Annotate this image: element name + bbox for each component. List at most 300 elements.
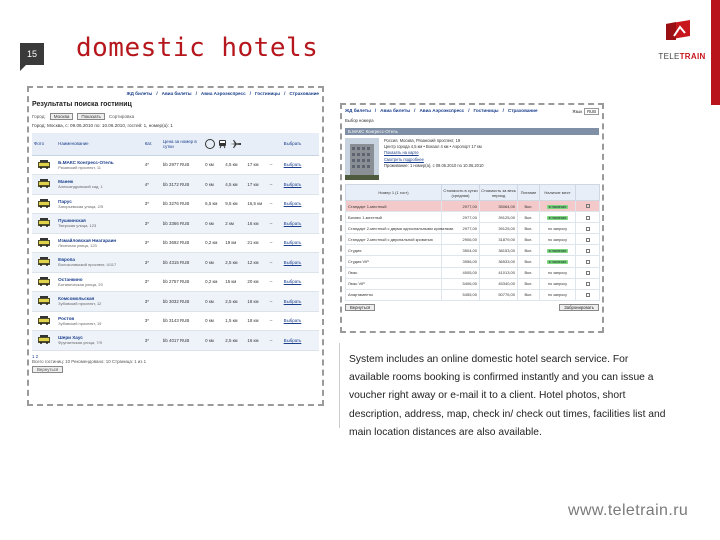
distance-d3: 18 км — [245, 311, 267, 331]
room-check-cell — [576, 234, 600, 245]
distance-d3: 20 км — [245, 272, 267, 292]
hotel-photo — [345, 138, 379, 180]
room-total-price: 39125,00 — [480, 212, 518, 223]
hotel-name[interactable]: Останкино — [58, 276, 83, 282]
meal-code: bb — [162, 201, 168, 207]
hotel-address: Россия, Москва, Рязанский проспект, 19 — [384, 138, 461, 143]
room-meal: Вкл. — [518, 223, 540, 234]
room-checkbox[interactable] — [586, 238, 590, 242]
tab-separator: / — [502, 108, 504, 113]
room-checkbox[interactable] — [586, 216, 590, 220]
hotel-photo-cell — [32, 272, 56, 292]
hotel-name[interactable]: Парус — [58, 198, 72, 204]
col-category: Кат. — [143, 133, 161, 155]
distance-d1: 0 км — [203, 311, 223, 331]
meal-code: bb — [162, 298, 168, 304]
distance-d1: 0 км — [203, 175, 223, 195]
distance-d2: 15 км — [223, 272, 245, 292]
table-row — [32, 272, 319, 292]
map-link[interactable]: Показать на карте — [384, 150, 419, 156]
tab-separator: / — [195, 91, 197, 96]
select-hotel-link[interactable]: Выбрать — [283, 259, 302, 265]
availability-badge: по запросу — [547, 282, 568, 287]
availability-badge: в наличии — [548, 215, 567, 220]
hotel-photo-cell — [32, 331, 56, 351]
metro-icon — [205, 139, 215, 149]
room-night-price: 2977,00 — [442, 201, 480, 212]
back-button[interactable]: Вернуться — [345, 304, 375, 311]
hotel-icon[interactable] — [38, 335, 50, 344]
hotel-name[interactable]: Шери Хаус — [58, 335, 83, 341]
hotel-price: 3032 RUB — [169, 298, 190, 304]
hotel-icon[interactable] — [38, 277, 50, 286]
distance-d3: 17 км — [245, 175, 267, 195]
availability-badge: по запросу — [547, 271, 568, 276]
room-availability-cell — [540, 201, 576, 212]
room-actions — [345, 304, 599, 311]
select-hotel-link[interactable]: Выбрать — [283, 201, 302, 207]
room-night-price: 2906,00 — [442, 234, 480, 245]
distance-d1: 0 км — [203, 155, 223, 175]
distance-d1: 0,2 км — [203, 272, 223, 292]
col-night-price: Стоимость в сутки (средняя) — [442, 185, 480, 201]
distance-d2: 2,5 км — [223, 253, 245, 273]
hotel-icon[interactable] — [38, 179, 50, 188]
room-night-price: 4005,00 — [442, 267, 480, 278]
room-total-price: 31879,00 — [480, 234, 518, 245]
book-button[interactable]: Забронировать — [559, 304, 599, 311]
hotel-photo-cell — [32, 155, 56, 175]
room-name: Стандарт 1-местный — [346, 201, 442, 212]
room-availability-cell — [540, 223, 576, 234]
hotel-name[interactable]: Манеж — [58, 179, 74, 185]
select-cell — [282, 253, 319, 273]
tab-2[interactable]: Авиа билеты — [380, 108, 411, 113]
hotel-name-cell — [56, 155, 143, 175]
room-checkbox[interactable] — [586, 204, 590, 208]
room-row[interactable] — [346, 201, 600, 212]
stay-info: Проживание: 1 номер(а), с 09.06.2010 по 10.06.2010 — [384, 162, 484, 168]
col-check — [576, 185, 600, 201]
col-meals: Питание — [518, 185, 540, 201]
distance-d4: -- — [268, 331, 282, 351]
hotel-price: 2757 RUB — [169, 279, 190, 285]
hotel-category: 3* — [143, 214, 161, 234]
room-check-cell — [576, 278, 600, 289]
room-night-price: 3504,00 — [442, 245, 480, 256]
results-title: Результаты поиска гостиниц — [32, 101, 132, 108]
hotel-price: 4315 RUB — [169, 259, 190, 265]
availability-badge: в наличии — [548, 260, 567, 265]
room-row[interactable] — [346, 256, 600, 267]
room-checkbox[interactable] — [586, 260, 590, 264]
select-cell — [282, 311, 319, 331]
hotel-price: 3692 RUB — [169, 240, 190, 246]
tab-5[interactable]: Страхование — [507, 108, 538, 113]
hotel-price-cell — [161, 253, 203, 273]
room-total-price: 35064,00 — [480, 201, 518, 212]
select-hotel-link[interactable]: Выбрать — [283, 298, 302, 304]
room-check-cell — [576, 245, 600, 256]
distance-d2: 4,5 км — [223, 175, 245, 195]
hotel-name[interactable]: Ростов — [58, 315, 75, 321]
hotel-name-cell — [56, 253, 143, 273]
room-total-price: 45340,00 — [480, 278, 518, 289]
hotel-address: Тверская улица, 123 — [58, 223, 97, 229]
hotel-price-cell — [161, 292, 203, 312]
select-cell — [282, 272, 319, 292]
tab-3[interactable]: Авиа Аэроэкспресс — [419, 108, 465, 113]
distance-d1: 0 км — [203, 253, 223, 273]
col-availability: Наличие мест — [540, 185, 576, 201]
hotel-address: Зубовский проспект, 19 — [58, 320, 102, 326]
room-night-price: 2977,00 — [442, 212, 480, 223]
availability-badge: по запросу — [547, 293, 568, 298]
select-hotel-link[interactable]: Выбрать — [283, 318, 302, 324]
room-check-cell — [576, 256, 600, 267]
distance-d3: 16 км — [245, 331, 267, 351]
city-select[interactable]: Москва — [50, 113, 74, 120]
hotel-price: 4017 RUB — [169, 337, 190, 343]
hotel-photo-cell — [32, 292, 56, 312]
slide-number: 15 — [20, 43, 44, 65]
logo-prefix: TELE — [658, 52, 680, 61]
room-night-price: 3956,00 — [442, 256, 480, 267]
hotel-price-cell — [161, 155, 203, 175]
distance-d2: 1,5 км — [223, 311, 245, 331]
room-night-price: 2977,00 — [442, 223, 480, 234]
hotel-category: 3* — [143, 292, 161, 312]
room-availability-cell — [540, 256, 576, 267]
col-room: Номер 1 (1 гост) — [346, 185, 442, 201]
hotel-category: 4* — [143, 175, 161, 195]
hotel-name[interactable]: Измайловская Ниагараин — [58, 237, 117, 243]
room-row[interactable] — [346, 212, 600, 223]
back-button[interactable]: Вернуться — [32, 366, 63, 373]
distance-d2: 2,5 км — [223, 331, 245, 351]
distance-d2: 9,5 км — [223, 194, 245, 214]
sort-label[interactable]: Сортировка — [108, 113, 135, 119]
room-check-cell — [576, 201, 600, 212]
hotel-name-cell — [56, 311, 143, 331]
room-total-price: 38153,00 — [480, 245, 518, 256]
distance-d1: 0,2 км — [203, 233, 223, 253]
room-check-cell — [576, 289, 600, 300]
details-link[interactable]: Смотреть подробнее — [384, 156, 424, 162]
select-hotel-link[interactable]: Выбрать — [283, 279, 302, 285]
logo-suffix: TRAIN — [679, 52, 706, 61]
room-checkbox[interactable] — [586, 227, 590, 231]
room-name: Стандарт 2-местный с двумя односпальными кроватями — [346, 223, 442, 234]
hotel-icon[interactable] — [38, 316, 50, 325]
room-check-cell — [576, 223, 600, 234]
room-total-price: 41013,00 — [480, 267, 518, 278]
hotel-distances: Центр города 4,5 км • Вокзал 4 км • Аэропорт 17 км — [384, 144, 482, 150]
room-select-title: Выбор номера — [345, 118, 374, 123]
hotel-address: Александровский сад, 1 — [58, 184, 103, 190]
hotel-category: 3* — [143, 194, 161, 214]
hotel-price-cell — [161, 175, 203, 195]
room-row[interactable] — [346, 223, 600, 234]
distance-d4: -- — [268, 253, 282, 273]
room-meal: Вкл. — [518, 289, 540, 300]
room-name: Бизнес 1-местный — [346, 212, 442, 223]
select-hotel-link[interactable]: Выбрать — [283, 337, 302, 343]
hotel-price-cell — [161, 272, 203, 292]
hotel-price: 3172 RUB — [169, 181, 190, 187]
distance-d3: 21 км — [245, 233, 267, 253]
hotel-photo-cell — [32, 194, 56, 214]
hotel-photo-cell — [32, 214, 56, 234]
room-row[interactable] — [346, 289, 600, 300]
room-check-cell — [576, 212, 600, 223]
hotel-search-results-screenshot — [27, 86, 324, 406]
tab-separator: / — [156, 91, 158, 96]
room-availability-cell — [540, 234, 576, 245]
tab-1[interactable]: ЖД билеты — [126, 91, 153, 96]
distance-d2: 2,5 км — [223, 292, 245, 312]
hotel-category: 3* — [143, 311, 161, 331]
tab-1[interactable]: ЖД билеты — [345, 108, 371, 113]
select-hotel-link[interactable]: Выбрать — [283, 240, 302, 246]
hotel-name[interactable]: Комсомольская — [58, 296, 95, 302]
room-meal: Вкл. — [518, 278, 540, 289]
room-checkbox[interactable] — [586, 249, 590, 253]
tab-4[interactable]: Гостиницы — [254, 91, 281, 96]
pagination[interactable]: 1 2 — [32, 353, 39, 359]
room-name: Люкс — [346, 267, 442, 278]
room-checkbox[interactable] — [586, 271, 590, 275]
availability-badge: в наличии — [548, 248, 567, 253]
show-button[interactable]: Показать — [77, 113, 105, 120]
distance-d3: 16,5 км — [245, 194, 267, 214]
hotel-name-cell — [56, 272, 143, 292]
meal-code: bb — [162, 259, 168, 265]
select-cell — [282, 214, 319, 234]
room-row[interactable] — [346, 245, 600, 256]
availability-badge: по запросу — [547, 226, 568, 231]
slide-number-tail — [20, 65, 32, 71]
room-meal: Вкл. — [518, 201, 540, 212]
select-cell — [282, 175, 319, 195]
tab-separator: / — [374, 108, 377, 113]
col-photo: Фото — [32, 133, 56, 155]
hotel-photo-cell — [32, 311, 56, 331]
page-title: domestic hotels — [76, 33, 319, 63]
hotel-name[interactable]: Европа — [58, 257, 75, 263]
select-cell — [282, 194, 319, 214]
hotel-name-cell — [56, 292, 143, 312]
hotel-address: Лесечная улица, 123 — [58, 242, 97, 248]
table-row — [32, 331, 319, 351]
room-row[interactable] — [346, 267, 600, 278]
distance-d3: 16 км — [245, 214, 267, 234]
room-meal: Вкл. — [518, 245, 540, 256]
room-name: Стандарт 2-местный с двуспальной кроватью — [346, 234, 442, 245]
hotel-detail — [345, 138, 599, 180]
logo-text — [654, 52, 710, 61]
currency-select — [572, 108, 599, 115]
plane-icon — [230, 139, 241, 149]
select-hotel-link[interactable]: Выбрать — [283, 181, 302, 187]
hotel-icon[interactable] — [38, 199, 50, 208]
tab-4[interactable]: Гостиницы — [473, 108, 499, 113]
col-select: Выбрать — [282, 133, 319, 155]
hotel-address: Зубовский проспект, 12 — [58, 301, 102, 307]
col-total-price: Стоимость за весь период — [480, 185, 518, 201]
select-hotel-link[interactable]: Выбрать — [283, 162, 302, 168]
availability-badge: по запросу — [547, 237, 568, 242]
table-row — [32, 311, 319, 331]
select-cell — [282, 233, 319, 253]
description-text: System includes an online domestic hotel search service. For available rooms booking is confirmed instantly and you can issue a voucher right away or e-mail it to a client. Hotel photos, short description, address, map, check in/ check out times, facilities list and main location distances are also available. — [349, 354, 666, 438]
hotel-category: 3* — [143, 233, 161, 253]
hotel-name-cell — [56, 233, 143, 253]
select-cell — [282, 155, 319, 175]
meal-code: bb — [162, 240, 168, 246]
hotel-address: Волоколамский проспект, 4/117 — [58, 262, 117, 268]
distance-d4: -- — [268, 175, 282, 195]
distance-d4: -- — [268, 311, 282, 331]
nav-tabs — [32, 91, 319, 99]
hotel-photo-cell — [32, 233, 56, 253]
room-availability-cell — [540, 289, 576, 300]
train-icon — [218, 139, 227, 149]
hotel-address: Рязанский проспект, 11 — [58, 164, 102, 170]
hotel-address: Ботаническая улица, 29 — [58, 281, 103, 287]
hotel-category: 3* — [143, 253, 161, 273]
meal-code: bb — [162, 318, 168, 324]
hotel-name-cell — [56, 175, 143, 195]
teletrain-logo — [654, 20, 704, 68]
hotel-price: 3276 RUB — [169, 201, 190, 207]
hotel-address: Загорьевская улица, 2/5 — [58, 203, 104, 209]
distance-d3: 17 км — [245, 155, 267, 175]
room-total-price: 39125,00 — [480, 223, 518, 234]
room-name: Студия VIP — [346, 256, 442, 267]
nav-tabs — [345, 108, 538, 116]
room-checkbox[interactable] — [586, 293, 590, 297]
hotel-icon[interactable] — [38, 218, 50, 227]
hotel-name-cell — [56, 194, 143, 214]
room-table — [345, 184, 600, 301]
footer-url[interactable]: www.teletrain.ru — [568, 502, 689, 519]
hotel-name[interactable]: Б.МАКС Конгресс-Отель — [58, 159, 114, 165]
hotel-icon[interactable] — [38, 257, 50, 266]
room-night-price: 5455,00 — [442, 289, 480, 300]
room-check-cell — [576, 267, 600, 278]
hotel-category: 3* — [143, 272, 161, 292]
distance-d1: 0 км — [203, 331, 223, 351]
hotel-icon[interactable] — [38, 238, 50, 247]
hotel-price-cell — [161, 194, 203, 214]
results-filter — [32, 112, 319, 120]
distance-d1: 0 км — [203, 214, 223, 234]
hotel-address: Фрунзенская улица, 7/9 — [58, 340, 102, 346]
room-row[interactable] — [346, 278, 600, 289]
tab-5[interactable]: Страхование — [289, 91, 319, 96]
select-hotel-link[interactable]: Выбрать — [283, 220, 302, 226]
hotel-photo-cell — [32, 253, 56, 273]
table-header — [32, 133, 319, 155]
col-distance-icons — [203, 133, 282, 155]
hotel-category: 3* — [143, 331, 161, 351]
col-price: Цена за номер в сутки — [161, 133, 203, 155]
room-row[interactable] — [346, 234, 600, 245]
distance-d2: 2 км — [223, 214, 245, 234]
distance-d4: -- — [268, 233, 282, 253]
lang-label: Язык — [572, 109, 583, 114]
distance-d1: 6,5 км — [203, 194, 223, 214]
hotel-price-cell — [161, 331, 203, 351]
room-total-price: 36533,00 — [480, 256, 518, 267]
meal-code: bb — [162, 220, 168, 226]
room-name: Люкс VIP — [346, 278, 442, 289]
hotel-price: 3143 RUB — [169, 318, 190, 324]
text-divider — [339, 343, 340, 428]
distance-d2: 19 км — [223, 233, 245, 253]
table-row — [32, 233, 319, 253]
distance-d4: -- — [268, 272, 282, 292]
distance-d2: 4,5 км — [223, 155, 245, 175]
hotel-price-cell — [161, 311, 203, 331]
hotel-price: 2977 RUB — [169, 162, 190, 168]
table-row — [32, 155, 319, 175]
search-info: Город: Москва, с: 09.06.2010 по: 10.06.2010, гостей: 1, номер(а): 1 — [32, 123, 173, 128]
room-availability-cell — [540, 212, 576, 223]
results-footer — [32, 354, 319, 373]
room-availability-cell — [540, 245, 576, 256]
table-row — [32, 292, 319, 312]
tab-separator: / — [468, 108, 470, 113]
room-name: Апартаменты — [346, 289, 442, 300]
hotel-results-table — [32, 133, 319, 351]
hotel-icon[interactable] — [38, 296, 50, 305]
table-row — [32, 175, 319, 195]
distance-d4: -- — [268, 155, 282, 175]
meal-code: bb — [162, 181, 168, 187]
meal-code: bb — [162, 279, 168, 285]
tab-2[interactable]: Авиа билеты — [161, 91, 192, 96]
distance-d4: -- — [268, 194, 282, 214]
tab-3[interactable]: Авиа Аэроэкспресс — [200, 91, 246, 96]
room-total-price: 50775,00 — [480, 289, 518, 300]
room-availability-cell — [540, 267, 576, 278]
results-summary: Всего гостиниц: 10 Рекомендовано: 10 Страница: 1 из 1 — [32, 358, 147, 364]
hotel-name-cell — [56, 214, 143, 234]
room-table-header — [346, 185, 600, 201]
select-cell — [282, 292, 319, 312]
hotel-price-cell — [161, 214, 203, 234]
select-cell — [282, 331, 319, 351]
hotel-price-cell — [161, 233, 203, 253]
hotel-icon[interactable] — [38, 160, 50, 169]
col-name: Наименование — [56, 133, 143, 155]
hotel-name-cell — [56, 331, 143, 351]
distance-d1: 0 км — [203, 292, 223, 312]
room-availability-cell — [540, 278, 576, 289]
room-checkbox[interactable] — [586, 282, 590, 286]
table-row — [32, 194, 319, 214]
hotel-name[interactable]: Пушкинская — [58, 218, 86, 224]
distance-d3: 18 км — [245, 292, 267, 312]
tab-separator: / — [284, 91, 286, 96]
currency-value[interactable]: RUB — [584, 108, 599, 115]
distance-d4: -- — [268, 214, 282, 234]
meal-code: bb — [162, 337, 168, 343]
room-night-price: 5406,00 — [442, 278, 480, 289]
room-meal: Вкл. — [518, 256, 540, 267]
